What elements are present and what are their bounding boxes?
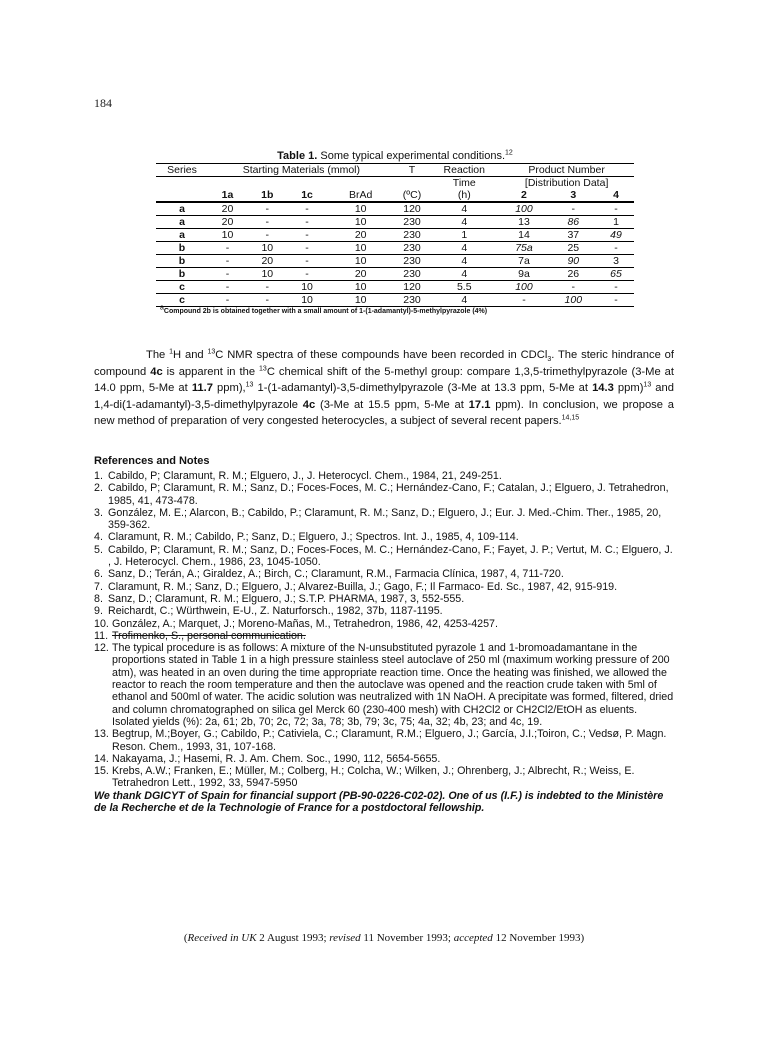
reference-text: Cabildo, P; Claramunt, R. M.; Elguero, J., J. Heterocycl. Chem., 1984, 21, 249-251. [108, 470, 502, 482]
table-cell: 13 [499, 216, 548, 229]
table-cell: 4 [429, 294, 499, 307]
table-cell: 10 [327, 202, 395, 216]
text-run: The [146, 349, 170, 361]
table-row [156, 255, 634, 268]
paragraph [94, 347, 674, 430]
reference-number: 5. [94, 543, 103, 556]
reference-text: Begtrup, M.;Boyer, G.; Cabildo, P.; Cativiela, C.; Claramunt, R.M.; Elguero, J.; García, J.I.;Toiron, C.; Vedsø, P. Magn. Reson. Chem., 1993, 31, 107-168. [112, 728, 667, 753]
table-cell: 10 [247, 268, 287, 281]
table-cell: 120 [395, 281, 430, 294]
col-h: (h) [429, 189, 499, 202]
bold-value: 14.3 [592, 382, 614, 395]
bold-value: 11.7 [191, 382, 213, 395]
references-list [94, 470, 676, 814]
reference-item [94, 507, 676, 532]
table-cell: 10 [327, 281, 395, 294]
reference-number: 9. [94, 605, 103, 618]
reference-text: Krebs, A.W.; Franken, E.; Müller, M.; Colberg, H.; Colcha, W.; Wilken, J.; Ohrenberg, J.; Albrecht, R.; Weiss, E. Tetrahedron Lett., 1992, 33, 5947-5950 [112, 765, 635, 790]
received-label: Received in UK [187, 932, 257, 944]
reference-text: González, M. E.; Alarcon, B.; Cabildo, P.; Claramunt, R. M.; Sanz, D.; Elguero, J.; Eur. J. Med.-Chim. Ther., 1985, 20, 359-362. [108, 506, 662, 532]
table-cell: 10 [327, 294, 395, 307]
footnote-text: Compound 2b is obtained together with a small amount of 1-(1-adamantyl)-5-methylpyrazole (4%) [163, 308, 488, 315]
reference-item [94, 605, 676, 617]
reference-number: 3. [94, 506, 103, 519]
superscript: 13 [207, 348, 216, 356]
table-label: Table 1. [277, 150, 318, 162]
table-cell: 1 [429, 229, 499, 242]
col-1c: 1c [288, 189, 327, 202]
table-body [156, 202, 634, 307]
reference-number: 14. [94, 752, 109, 765]
table-cell: 3 [598, 255, 634, 268]
table-cell: 25 [549, 242, 598, 255]
table-cell: 5.5 [429, 281, 499, 294]
table-cell: - [288, 242, 327, 255]
revised-date: 11 November 1993; [360, 932, 454, 944]
table-header-row [156, 189, 634, 202]
reference-item [94, 753, 676, 765]
accepted-label: accepted [453, 932, 493, 944]
text-run: H and [173, 349, 208, 361]
table-row [156, 202, 634, 216]
table-cell: 49 [598, 229, 634, 242]
reference-number: 6. [94, 568, 103, 581]
text-run: 1-(1-adamantyl)-3,5-dimethylpyrazole (3-Me at 13.3 ppm, 5-Me at [253, 382, 593, 395]
table-cell: 100 [549, 294, 598, 307]
text-run: ppm), [212, 382, 246, 395]
reference-number: 4. [94, 531, 103, 544]
reference-item [94, 642, 676, 728]
table-cell: - [288, 255, 327, 268]
series-cell: a [156, 229, 208, 242]
reference-item [94, 593, 676, 605]
acknowledgement: We thank DGICYT of Spain for financial support (PB-90-0226-C02-02). One of us (I.F.) is indebted to the Ministère de la Recherche et de la Technologie of France for a postdoctoral fellowship. [94, 789, 664, 815]
table-cell: 10 [288, 294, 327, 307]
compound-ref: 4c [150, 365, 163, 378]
table-cell: 86 [549, 216, 598, 229]
reference-number: 11. [94, 629, 109, 642]
reference-item [94, 581, 676, 593]
bold-value: 17.1 [468, 398, 491, 411]
subscript: 3 [547, 356, 552, 364]
table-cell: 4 [429, 268, 499, 281]
table-cell: 20 [327, 268, 395, 281]
superscript: 13 [245, 381, 254, 389]
revised-label: revised [329, 932, 361, 944]
table-header-row [156, 164, 634, 177]
table-cell: 20 [208, 216, 247, 229]
received-date: 2 August 1993; [256, 932, 330, 944]
table-cell: 14 [499, 229, 548, 242]
series-cell: a [156, 202, 208, 216]
reference-item [94, 470, 676, 482]
table-row [156, 281, 634, 294]
table-cell: 120 [395, 202, 430, 216]
table-row [156, 268, 634, 281]
reference-item [94, 728, 676, 753]
table-caption-ref: 12 [505, 149, 513, 157]
table-cell: 230 [395, 268, 430, 281]
table-cell: - [598, 202, 634, 216]
table-cell: 100 [499, 202, 548, 216]
reference-number: 7. [94, 580, 103, 593]
table-cell: - [208, 268, 247, 281]
reference-number: 10. [94, 617, 109, 630]
accepted-date: 12 November 1993) [492, 932, 585, 944]
reference-text: Cabildo, P; Claramunt, R. M.; Sanz, D.; Foces-Foces, M. C.; Hernández-Cano, F.; Fayet, J. P.; Vertut, M. C.; Elguero, J. , J. Heterocycl. Chem., 1986, 23, 1045-1050. [108, 543, 673, 569]
table-cell: - [288, 216, 327, 229]
table-cell: - [208, 294, 247, 307]
body-paragraph [94, 347, 674, 430]
superscript: 14,15 [561, 414, 580, 422]
text-run: . The steric hindrance of compound [94, 349, 674, 378]
series-cell: c [156, 281, 208, 294]
table-cell: 4 [429, 255, 499, 268]
reference-item [94, 531, 676, 543]
table-row [156, 229, 634, 242]
table-cell: - [208, 242, 247, 255]
table-cell: - [208, 255, 247, 268]
col-starting-materials: Starting Materials (mmol) [208, 164, 395, 177]
col-time: Time [452, 177, 476, 189]
reference-number: 15. [94, 765, 109, 778]
reference-number: 2. [94, 482, 103, 495]
reference-number: 8. [94, 592, 103, 605]
superscript: 1 [169, 348, 174, 356]
footnote-mark: a [160, 304, 164, 312]
table-cell: - [247, 229, 287, 242]
table-cell: - [247, 202, 287, 216]
table-cell: 10 [327, 255, 395, 268]
table-header-row [156, 177, 634, 190]
text-run: is apparent in the [162, 365, 260, 378]
compound-ref: 4c [302, 398, 316, 411]
table-cell: - [288, 202, 327, 216]
table-cell: 9a [499, 268, 548, 281]
reference-item [94, 765, 676, 790]
series-cell: c [156, 294, 208, 307]
table-cell: - [549, 202, 598, 216]
reference-text: Trofimenko, S., personal communication. [112, 629, 306, 642]
table-1 [156, 150, 634, 315]
series-cell: b [156, 242, 208, 255]
reference-item [94, 544, 676, 569]
table-cell: 10 [288, 281, 327, 294]
table-cell: 65 [598, 268, 634, 281]
reference-item [94, 568, 676, 580]
col-product-number: Product Number [499, 164, 634, 177]
table-cell: 230 [395, 229, 430, 242]
col-series: Series [156, 164, 208, 177]
text-run: ( [183, 932, 188, 944]
table-cell: 230 [395, 294, 430, 307]
table-caption-text: Some typical experimental conditions. [317, 150, 506, 162]
reference-text: González, A.; Marquet, J.; Moreno-Mañas, M., Tetrahedron, 1986, 42, 4253-4257. [112, 617, 498, 630]
series-cell: b [156, 255, 208, 268]
table-cell: 4 [429, 202, 499, 216]
table-cell: 4 [429, 242, 499, 255]
table-row [156, 216, 634, 229]
col-1a: 1a [208, 189, 247, 202]
table-cell: - [598, 242, 634, 255]
table-cell: 7a [499, 255, 548, 268]
text-run: C NMR spectra of these compounds have been recorded in CDCl [215, 349, 548, 361]
reference-number: 13. [94, 728, 109, 741]
col-reaction: Reaction [429, 164, 499, 177]
table-cell: - [247, 294, 287, 307]
text-run: and 1,4-di(1-adamantyl)-3,5-dimethylpyrazole [94, 382, 674, 411]
table-cell: 4 [429, 216, 499, 229]
reference-item [94, 482, 676, 507]
table-cell: - [247, 281, 287, 294]
superscript: 13 [643, 381, 652, 389]
table-cell: 75a [499, 242, 548, 255]
table-cell: - [598, 294, 634, 307]
reference-number: 12. [94, 642, 109, 655]
reference-text: Reichardt, C.; Würthwein, E-U., Z. Naturforsch., 1982, 37b, 1187-1195. [108, 605, 443, 618]
text-run: (3-Me at 15.5 ppm, 5-Me at [315, 398, 469, 411]
table-cell: - [549, 281, 598, 294]
reference-text: Sanz, D.; Claramunt, R. M.; Elguero, J.; S.T.P. PHARMA, 1987, 3, 552-555. [108, 592, 465, 605]
col-brad: BrAd [327, 189, 395, 202]
text-run: C chemical shift of the 5-methyl group: compare 1,3,5-trimethylpyrazole (3-Me at 14.0 ppm, 5-Me at [94, 365, 675, 395]
table-row [156, 242, 634, 255]
reference-text: Nakayama, J.; Hasemi, R. J. Am. Chem. Soc., 1990, 112, 5654-5655. [112, 752, 441, 765]
table-cell: - [288, 268, 327, 281]
references-heading: References and Notes [94, 455, 210, 467]
table-cell: 230 [395, 242, 430, 255]
page-number: 184 [94, 96, 112, 110]
received-line [94, 932, 674, 944]
table-cell: 37 [549, 229, 598, 242]
reference-item [94, 618, 676, 630]
table-cell: - [598, 281, 634, 294]
table-cell: 10 [208, 229, 247, 242]
table-cell: 230 [395, 216, 430, 229]
table-caption [156, 150, 634, 162]
col-1b: 1b [247, 189, 287, 202]
reference-items [94, 470, 676, 790]
table-cell: 20 [208, 202, 247, 216]
superscript: 13 [259, 364, 267, 372]
reference-number: 1. [94, 470, 103, 482]
col-product-4: 4 [598, 189, 634, 202]
reference-text: Claramunt, R. M.; Sanz, D.; Elguero, J.; Alvarez-Builla, J.; Gago, F.; Il Farmaco- Ed. Sc., 1987, 42, 915-919. [108, 580, 618, 593]
table-footnote [160, 304, 634, 315]
reference-item [94, 630, 676, 642]
reference-text: The typical procedure is as follows: A mixture of the N-unsubstituted pyrazole 1 and 1-bromoadamantane in the proportions stated in Table 1 in a high pressure stainless steel autoclave of 250 ml (maximum working pressure of 200 atm), was heated in an oven during the time appropriate reaction time. Once the heating was finished, we allowed the reactor to reach the room temperature and then the autoclave was opened and the reaction crude taken with 5ml of ethanol and 500ml of water. The acidic solution was neutralized with 1N NaOH. A precipitate was formed, filtered, dried and column chromatographed on silica gel Merck 60 (230-400 mesh) with CH2Cl2 or CH2Cl2/EtOH as eluents. Isolated yields (%): 2a, 61; 2b, 70; 2c, 72; 3a, 78; 3b, 79; 3c, 75; 4a, 32; 4b, 23; and 4c, 19. [112, 642, 674, 728]
series-cell: b [156, 268, 208, 281]
col-product-2: 2 [499, 189, 548, 202]
col-distribution: [Distribution Data] [524, 177, 609, 189]
col-oc: (ºC) [395, 189, 430, 202]
col-temperature: T [395, 164, 430, 177]
table-cell: 10 [247, 242, 287, 255]
text-run: ppm) [613, 382, 644, 395]
table-cell: 10 [327, 242, 395, 255]
table-cell: 90 [549, 255, 598, 268]
text-run: ppm). In conclusion, we propose a new method of preparation of very congested heterocycles, a subject of several recent papers. [94, 398, 674, 428]
table-cell: - [208, 281, 247, 294]
series-cell: a [156, 216, 208, 229]
table-cell: - [499, 294, 548, 307]
table-cell: - [288, 229, 327, 242]
table-row [156, 294, 634, 307]
table-cell: 26 [549, 268, 598, 281]
conditions-table [156, 163, 634, 307]
reference-text: Sanz, D.; Terán, A.; Giraldez, A.; Birch, C.; Claramunt, R.M., Farmacia Clínica, 1987, 4, 711-720. [108, 568, 564, 581]
reference-text: Claramunt, R. M.; Cabildo, P.; Sanz, D.; Elguero, J.; Spectros. Int. J., 1985, 4, 109-114. [108, 531, 519, 544]
table-cell: - [247, 216, 287, 229]
reference-text: Cabildo, P; Claramunt, R. M.; Sanz, D.; Foces-Foces, M. C.; Hernández-Cano, F.; Catalan, J.; Elguero, J. Tetrahedron, 1985, 41, 473-478. [108, 482, 669, 507]
table-cell: 20 [247, 255, 287, 268]
table-cell: 20 [327, 229, 395, 242]
table-cell: 230 [395, 255, 430, 268]
table-cell: 1 [598, 216, 634, 229]
col-product-3: 3 [549, 189, 598, 202]
table-cell: 100 [499, 281, 548, 294]
table-cell: 10 [327, 216, 395, 229]
